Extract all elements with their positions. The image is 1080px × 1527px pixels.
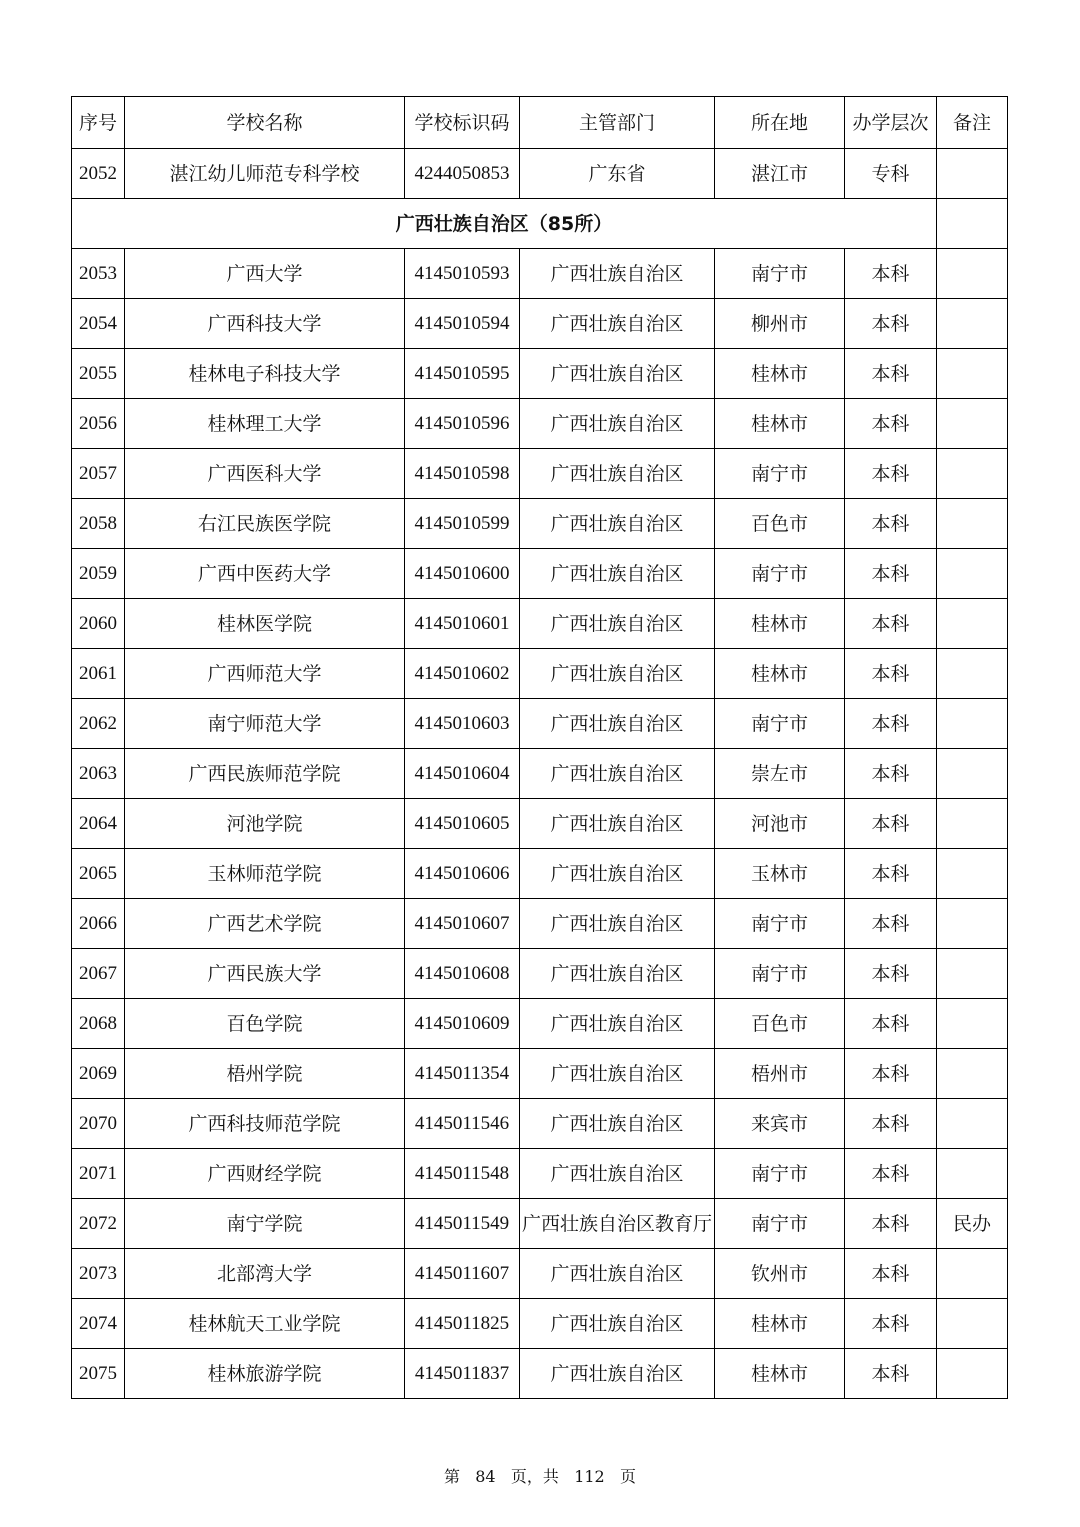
cell-level: 本科 <box>845 249 937 299</box>
cell-level: 本科 <box>845 799 937 849</box>
cell-level: 本科 <box>845 1249 937 1299</box>
cell-city: 百色市 <box>715 999 845 1049</box>
school-table <box>71 96 1008 1399</box>
cell-name: 湛江幼儿师范专科学校 <box>125 149 405 199</box>
footer-total-pages: 112 <box>574 1467 605 1486</box>
cell-no: 2074 <box>72 1299 125 1349</box>
cell-level: 本科 <box>845 949 937 999</box>
cell-dept: 广西壮族自治区 <box>520 649 715 699</box>
cell-level: 本科 <box>845 1149 937 1199</box>
cell-dept: 广西壮族自治区 <box>520 299 715 349</box>
cell-name: 右江民族医学院 <box>125 499 405 549</box>
table-row <box>72 899 1008 949</box>
cell-city: 河池市 <box>715 799 845 849</box>
cell-code: 4145011354 <box>405 1049 520 1099</box>
cell-city: 桂林市 <box>715 399 845 449</box>
cell-dept: 广西壮族自治区 <box>520 399 715 449</box>
cell-city: 来宾市 <box>715 1099 845 1149</box>
cell-dept: 广西壮族自治区 <box>520 1249 715 1299</box>
cell-no: 2060 <box>72 599 125 649</box>
cell-level: 本科 <box>845 499 937 549</box>
cell-no: 2059 <box>72 549 125 599</box>
cell-no: 2065 <box>72 849 125 899</box>
table-row <box>72 299 1008 349</box>
cell-city: 湛江市 <box>715 149 845 199</box>
cell-code: 4145011548 <box>405 1149 520 1199</box>
cell-name: 广西医科大学 <box>125 449 405 499</box>
cell-level: 本科 <box>845 649 937 699</box>
cell-note <box>937 799 1008 849</box>
cell-code: 4145010594 <box>405 299 520 349</box>
cell-city: 桂林市 <box>715 1349 845 1399</box>
cell-no: 2054 <box>72 299 125 349</box>
cell-code: 4145010605 <box>405 799 520 849</box>
cell-note <box>937 199 1008 249</box>
header-row <box>72 97 1008 149</box>
cell-no: 2075 <box>72 1349 125 1399</box>
footer-prefix: 第 <box>443 1467 460 1486</box>
cell-note <box>937 949 1008 999</box>
cell-note <box>937 849 1008 899</box>
cell-no: 2062 <box>72 699 125 749</box>
cell-dept: 广西壮族自治区 <box>520 899 715 949</box>
header-city: 所在地 <box>715 97 845 149</box>
cell-level: 本科 <box>845 699 937 749</box>
cell-city: 南宁市 <box>715 899 845 949</box>
cell-no: 2066 <box>72 899 125 949</box>
cell-note <box>937 1149 1008 1199</box>
cell-level: 本科 <box>845 1049 937 1099</box>
cell-name: 南宁学院 <box>125 1199 405 1249</box>
cell-city: 桂林市 <box>715 349 845 399</box>
cell-dept: 广西壮族自治区 <box>520 1299 715 1349</box>
cell-no: 2056 <box>72 399 125 449</box>
cell-name: 广西中医药大学 <box>125 549 405 599</box>
cell-no: 2063 <box>72 749 125 799</box>
cell-level: 本科 <box>845 399 937 449</box>
cell-dept: 广西壮族自治区 <box>520 849 715 899</box>
cell-name: 梧州学院 <box>125 1049 405 1099</box>
cell-level: 本科 <box>845 1099 937 1149</box>
cell-name: 北部湾大学 <box>125 1249 405 1299</box>
cell-dept: 广东省 <box>520 149 715 199</box>
header-no: 序号 <box>72 97 125 149</box>
cell-city: 南宁市 <box>715 1199 845 1249</box>
header-dept: 主管部门 <box>520 97 715 149</box>
cell-code: 4145011607 <box>405 1249 520 1299</box>
cell-note <box>937 249 1008 299</box>
table-row <box>72 999 1008 1049</box>
cell-code: 4145010608 <box>405 949 520 999</box>
cell-city: 桂林市 <box>715 649 845 699</box>
cell-code: 4145011825 <box>405 1299 520 1349</box>
table-row <box>72 1099 1008 1149</box>
cell-note <box>937 749 1008 799</box>
header-name: 学校名称 <box>125 97 405 149</box>
page-footer <box>0 1464 1080 1487</box>
cell-note <box>937 149 1008 199</box>
cell-note <box>937 1299 1008 1349</box>
cell-no: 2058 <box>72 499 125 549</box>
footer-mid: 页，共 <box>510 1467 559 1486</box>
cell-code: 4145010609 <box>405 999 520 1049</box>
header-note: 备注 <box>937 97 1008 149</box>
cell-name: 河池学院 <box>125 799 405 849</box>
cell-dept: 广西壮族自治区 <box>520 799 715 849</box>
cell-level: 本科 <box>845 599 937 649</box>
cell-city: 南宁市 <box>715 1149 845 1199</box>
cell-code: 4145010601 <box>405 599 520 649</box>
table-row <box>72 1249 1008 1299</box>
table-row <box>72 799 1008 849</box>
cell-code: 4145010606 <box>405 849 520 899</box>
cell-city: 崇左市 <box>715 749 845 799</box>
cell-no: 2069 <box>72 1049 125 1099</box>
cell-city: 南宁市 <box>715 699 845 749</box>
cell-code: 4145010603 <box>405 699 520 749</box>
cell-level: 专科 <box>845 149 937 199</box>
cell-city: 南宁市 <box>715 249 845 299</box>
cell-code: 4145010604 <box>405 749 520 799</box>
cell-no: 2052 <box>72 149 125 199</box>
cell-dept: 广西壮族自治区 <box>520 1349 715 1399</box>
cell-dept: 广西壮族自治区 <box>520 1049 715 1099</box>
cell-level: 本科 <box>845 749 937 799</box>
cell-no: 2061 <box>72 649 125 699</box>
cell-note <box>937 449 1008 499</box>
cell-dept: 广西壮族自治区 <box>520 699 715 749</box>
cell-no: 2057 <box>72 449 125 499</box>
cell-level: 本科 <box>845 299 937 349</box>
cell-dept: 广西壮族自治区教育厅 <box>520 1199 715 1249</box>
cell-note <box>937 1049 1008 1099</box>
cell-name: 百色学院 <box>125 999 405 1049</box>
table-row <box>72 1149 1008 1199</box>
cell-note <box>937 349 1008 399</box>
footer-suffix: 页 <box>620 1467 637 1486</box>
cell-name: 玉林师范学院 <box>125 849 405 899</box>
cell-dept: 广西壮族自治区 <box>520 949 715 999</box>
cell-level: 本科 <box>845 1199 937 1249</box>
cell-dept: 广西壮族自治区 <box>520 999 715 1049</box>
table-row <box>72 1349 1008 1399</box>
cell-code: 4145011837 <box>405 1349 520 1399</box>
cell-city: 南宁市 <box>715 449 845 499</box>
cell-note <box>937 699 1008 749</box>
cell-note <box>937 1349 1008 1399</box>
table-row <box>72 149 1008 199</box>
table-row <box>72 749 1008 799</box>
cell-code: 4145010602 <box>405 649 520 699</box>
cell-dept: 广西壮族自治区 <box>520 349 715 399</box>
table-row <box>72 1049 1008 1099</box>
table-row <box>72 699 1008 749</box>
cell-code: 4145010598 <box>405 449 520 499</box>
header-level: 办学层次 <box>845 97 937 149</box>
table-row <box>72 1299 1008 1349</box>
cell-dept: 广西壮族自治区 <box>520 1149 715 1199</box>
cell-name: 桂林航天工业学院 <box>125 1299 405 1349</box>
cell-level: 本科 <box>845 1349 937 1399</box>
cell-code: 4244050853 <box>405 149 520 199</box>
cell-code: 4145011549 <box>405 1199 520 1249</box>
cell-note <box>937 899 1008 949</box>
cell-dept: 广西壮族自治区 <box>520 449 715 499</box>
table-row <box>72 849 1008 899</box>
cell-no: 2055 <box>72 349 125 399</box>
cell-name: 广西财经学院 <box>125 1149 405 1199</box>
cell-name: 广西民族大学 <box>125 949 405 999</box>
cell-name: 桂林医学院 <box>125 599 405 649</box>
table-row <box>72 1199 1008 1249</box>
cell-city: 南宁市 <box>715 549 845 599</box>
cell-name: 桂林理工大学 <box>125 399 405 449</box>
cell-city: 南宁市 <box>715 949 845 999</box>
cell-dept: 广西壮族自治区 <box>520 599 715 649</box>
cell-name: 广西艺术学院 <box>125 899 405 949</box>
cell-name: 广西大学 <box>125 249 405 299</box>
cell-no: 2070 <box>72 1099 125 1149</box>
cell-no: 2064 <box>72 799 125 849</box>
cell-level: 本科 <box>845 1299 937 1349</box>
cell-dept: 广西壮族自治区 <box>520 749 715 799</box>
table-row <box>72 549 1008 599</box>
cell-city: 柳州市 <box>715 299 845 349</box>
cell-dept: 广西壮族自治区 <box>520 549 715 599</box>
cell-level: 本科 <box>845 849 937 899</box>
cell-note <box>937 549 1008 599</box>
cell-code: 4145010600 <box>405 549 520 599</box>
table-row <box>72 499 1008 549</box>
cell-city: 桂林市 <box>715 1299 845 1349</box>
cell-level: 本科 <box>845 999 937 1049</box>
cell-note: 民办 <box>937 1199 1008 1249</box>
table-row <box>72 249 1008 299</box>
cell-no: 2053 <box>72 249 125 299</box>
cell-city: 玉林市 <box>715 849 845 899</box>
cell-code: 4145010596 <box>405 399 520 449</box>
cell-code: 4145011546 <box>405 1099 520 1149</box>
cell-name: 桂林旅游学院 <box>125 1349 405 1399</box>
cell-code: 4145010607 <box>405 899 520 949</box>
footer-page-number: 84 <box>475 1467 496 1486</box>
cell-note <box>937 1099 1008 1149</box>
cell-name: 桂林电子科技大学 <box>125 349 405 399</box>
cell-level: 本科 <box>845 549 937 599</box>
table-row <box>72 599 1008 649</box>
cell-dept: 广西壮族自治区 <box>520 249 715 299</box>
cell-note <box>937 649 1008 699</box>
cell-note <box>937 399 1008 449</box>
cell-city: 钦州市 <box>715 1249 845 1299</box>
cell-level: 本科 <box>845 449 937 499</box>
cell-no: 2067 <box>72 949 125 999</box>
cell-code: 4145010595 <box>405 349 520 399</box>
cell-city: 梧州市 <box>715 1049 845 1099</box>
cell-name: 南宁师范大学 <box>125 699 405 749</box>
cell-note <box>937 1249 1008 1299</box>
table-row <box>72 649 1008 699</box>
region-header: 广西壮族自治区（85所） <box>72 199 937 249</box>
cell-no: 2072 <box>72 1199 125 1249</box>
cell-name: 广西科技大学 <box>125 299 405 349</box>
cell-note <box>937 999 1008 1049</box>
cell-name: 广西民族师范学院 <box>125 749 405 799</box>
table-row <box>72 399 1008 449</box>
table-row <box>72 949 1008 999</box>
cell-no: 2071 <box>72 1149 125 1199</box>
cell-level: 本科 <box>845 899 937 949</box>
cell-dept: 广西壮族自治区 <box>520 499 715 549</box>
cell-note <box>937 299 1008 349</box>
cell-city: 百色市 <box>715 499 845 549</box>
header-code: 学校标识码 <box>405 97 520 149</box>
cell-note <box>937 499 1008 549</box>
cell-city: 桂林市 <box>715 599 845 649</box>
cell-level: 本科 <box>845 349 937 399</box>
cell-dept: 广西壮族自治区 <box>520 1099 715 1149</box>
cell-note <box>937 599 1008 649</box>
table-row <box>72 349 1008 399</box>
cell-code: 4145010593 <box>405 249 520 299</box>
table-row <box>72 449 1008 499</box>
cell-no: 2068 <box>72 999 125 1049</box>
cell-name: 广西师范大学 <box>125 649 405 699</box>
region-row <box>72 199 1008 249</box>
cell-code: 4145010599 <box>405 499 520 549</box>
cell-no: 2073 <box>72 1249 125 1299</box>
cell-name: 广西科技师范学院 <box>125 1099 405 1149</box>
